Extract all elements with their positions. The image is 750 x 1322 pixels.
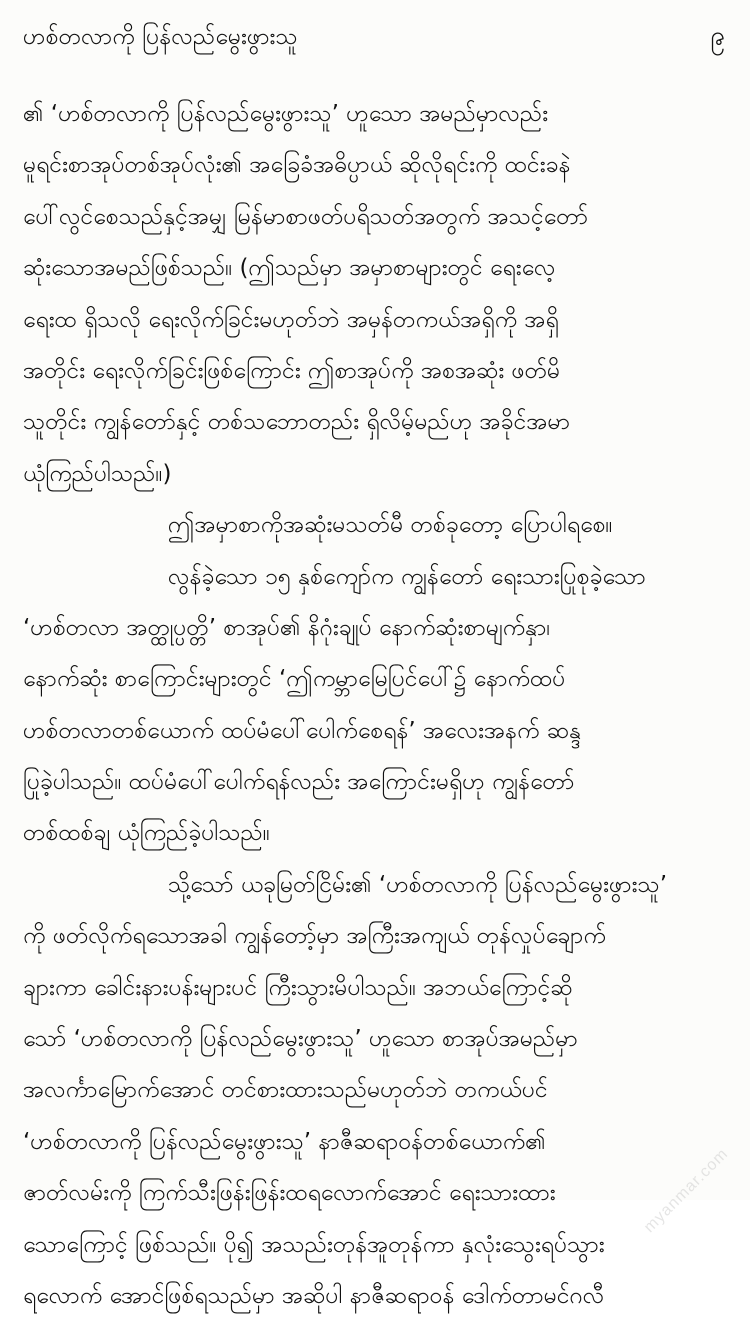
watermark: myanmar.com xyxy=(640,1145,732,1237)
page-number: ၉ xyxy=(710,21,725,51)
text-line-13: ဟစ်တလာတစ်ယောက် ထပ်မံပေါ်ပေါက်စေရန်’ အလေးအနက် ဆန္ဒ xyxy=(23,717,581,744)
text-line-15: တစ်ထစ်ချ ယုံကြည်ခဲ့ပါသည်။ xyxy=(23,820,270,847)
text-line-14: ပြုခဲ့ပါသည်။ ထပ်မံပေါ်ပေါက်ရန်လည်း အကြောင်းမရှိဟု ကျွန်တော် xyxy=(23,769,575,796)
text-line-21: ‘ဟစ်တလာကို ပြန်လည်မွေးဖွားသူ’ နာဇီဆရာဝန်တစ်ယောက်၏ xyxy=(23,1128,546,1155)
text-line-10: လွန်ခဲ့သော ၁၅ နှစ်ကျော်က ကျွန်တော် ရေးသားပြုစုခဲ့သော xyxy=(168,563,646,590)
text-line-5: ရေးထ ရှိသလို ရေးလိုက်ခြင်းမဟုတ်ဘဲ အမှန်တကယ်အရှိကို အရှိ xyxy=(23,306,559,333)
text-line-8: ယုံကြည်ပါသည်။) xyxy=(23,460,172,487)
running-title: ဟစ်တလာကို ပြန်လည်မွေးဖွားသူ xyxy=(23,24,298,50)
text-line-6: အတိုင်း ရေးလိုက်ခြင်းဖြစ်ကြောင်း ဤစာအုပ်ကို အစအဆုံး ဖတ်မိ xyxy=(23,357,561,384)
text-line-2: မူရင်းစာအုပ်တစ်အုပ်လုံး၏ အခြေခံအဓိပ္ပာယ် ဆိုလိုရင်းကို ထင်းခနဲ xyxy=(23,152,571,179)
text-line-20: အလင်္ကာမြောက်အောင် တင်စားထားသည်မဟုတ်ဘဲ တကယ်ပင် xyxy=(23,1077,548,1104)
text-line-12: နောက်ဆုံး စာကြောင်းများတွင် ‘ဤကမ္ဘာမြေပြင်ပေါ်၌ နောက်ထပ် xyxy=(23,666,566,693)
running-header xyxy=(23,18,731,60)
text-line-18: ချားကာ ခေါင်းနားပန်းများပင် ကြီးသွားမိပါသည်။ အဘယ်ကြောင့်ဆို xyxy=(23,974,573,1001)
body-text xyxy=(23,89,731,1322)
text-line-19: သော် ‘ဟစ်တလာကို ပြန်လည်မွေးဖွားသူ’ ဟူသော စာအုပ်အမည်မှာ xyxy=(23,1026,578,1053)
text-line-17: ကို ဖတ်လိုက်ရသောအခါ ကျွန်တော့်မှာ အကြီးအကျယ် တုန်လှုပ်ချောက် xyxy=(23,923,606,950)
text-line-16: သို့သော် ယခုမြတ်ငြိမ်း၏ ‘ဟစ်တလာကို ပြန်လည်မွေးဖွားသူ’ xyxy=(168,871,668,898)
text-line-9: ဤအမှာစာကိုအဆုံးမသတ်မီ တစ်ခုတော့ ပြောပါရစေ။ xyxy=(168,512,613,539)
text-line-1: ၏ ‘ဟစ်တလာကို ပြန်လည်မွေးဖွားသူ’ ဟူသော အမည်မှာလည်း xyxy=(23,101,549,127)
text-line-7: သူတိုင်း ကျွန်တော်နှင့် တစ်သဘောတည်း ရှိလိမ့်မည်ဟု အခိုင်အမာ xyxy=(23,409,571,436)
text-line-11: ‘ဟစ်တလာ အတ္ထုပ္ပတ္တိ’ စာအုပ်၏ နိဂုံးချုပ် နောက်ဆုံးစာမျက်နှာ၊ xyxy=(23,614,551,641)
text-line-23: သောကြောင့် ဖြစ်သည်။ ပို၍ အသည်းတုန်အူတုန်ကာ နှလုံးသွေးရပ်သွား xyxy=(23,1231,605,1258)
text-line-24: ရလောက် အောင်ဖြစ်ရသည်မှာ အဆိုပါ နာဇီဆရာဝန် ဒေါက်တာမင်ဂလီ xyxy=(23,1282,605,1309)
text-line-22: ဇာတ်လမ်းကို ကြက်သီးဖြန်းဖြန်းထရလောက်အောင် ရေးသားထား xyxy=(23,1180,556,1207)
text-line-4: ဆုံးသောအမည်ဖြစ်သည်။ (ဤသည်မှာ အမှာစာများတွင် ရေးလေ့ xyxy=(23,255,556,282)
text-line-3: ပေါ်လွင်စေသည်နှင့်အမျှ မြန်မာစာဖတ်ပရိသတ်အတွက် အသင့်တော် xyxy=(23,203,589,230)
